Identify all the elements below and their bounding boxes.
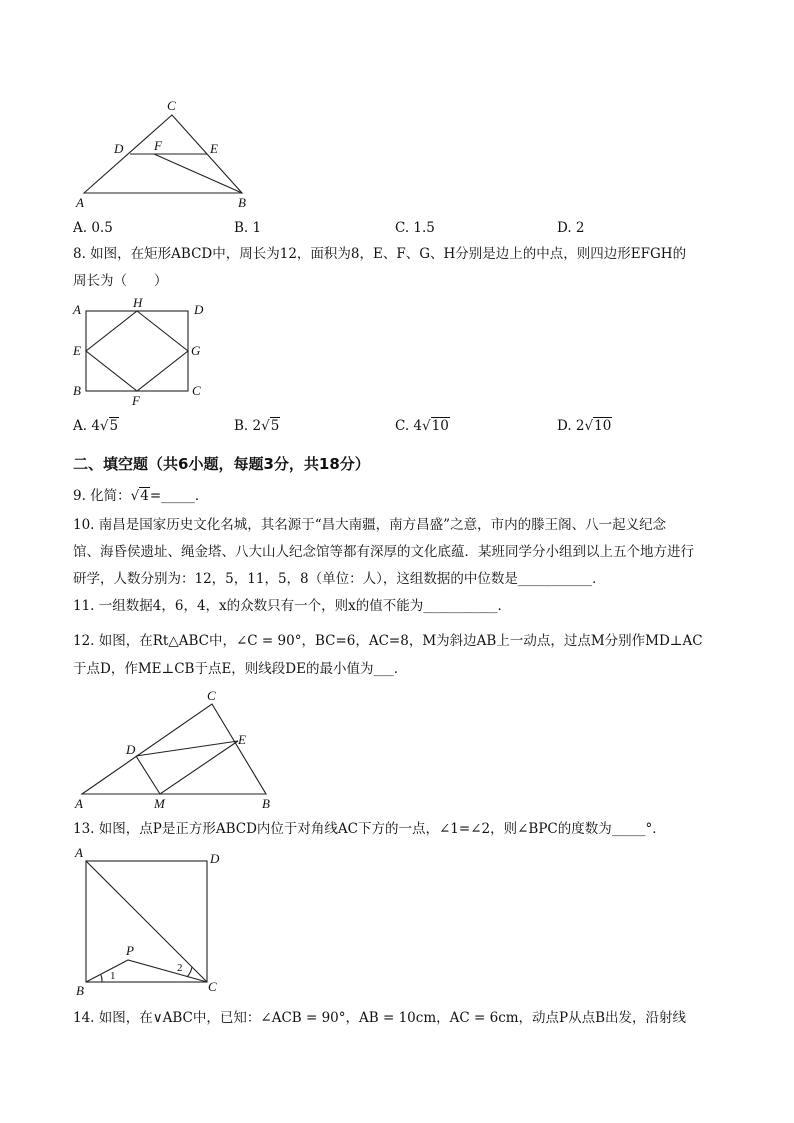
q8-option-c-radicand: 10 [431, 418, 449, 434]
rectangle-abcd [86, 311, 188, 391]
diagonal-ac [86, 861, 207, 982]
q12-triangle-figure [70, 686, 285, 811]
label-c: C [167, 98, 176, 113]
q14-text: 14. 如图，在∨ABC中，已知：∠ACB = 90°，AB = 10cm，AC = 6cm，动点P从点B出发，沿射线 [73, 1010, 687, 1026]
q8-text-line1: 8. 如图，在矩形ABCD中，周长为12，面积为8，E、F、G、H分别是边上的中点，则四边形EFGH的 [73, 246, 687, 262]
q10-text-line3: 研学，人数分别为：12，5，11，5，8（单位：人），这组数据的中位数是___________． [73, 571, 606, 587]
q11-text: 11. 一组数据4，6，4，x的众数只有一个，则x的值不能为___________． [73, 598, 512, 614]
label-d: D [126, 742, 136, 757]
label-f: F [132, 393, 140, 408]
q7-option-c: C. 1.5 [395, 220, 435, 236]
label-b: B [73, 383, 81, 398]
angle-1-arc [101, 975, 102, 982]
q8-option-c: C. 4√10 [395, 418, 449, 434]
angle-2-arc [187, 967, 192, 977]
label-a: A [76, 195, 84, 210]
q12-text-line1: 12. 如图，在Rt△ABC中，∠C = 90°，BC=6，AC=8，M为斜边AB上一动点，过点M分别作MD⊥AC [73, 633, 703, 649]
q8-option-b-radicand: 5 [270, 418, 280, 434]
label-d: D [114, 141, 124, 156]
label-c: C [208, 979, 217, 994]
q8-rectangle-figure [70, 296, 215, 408]
q9-suffix: =_____． [149, 488, 209, 504]
q9-radicand: 4 [140, 488, 149, 504]
label-d: D [210, 851, 220, 866]
label-d: D [194, 302, 204, 317]
q8-option-a: A. 4√5 [73, 418, 119, 434]
rectangle-dmec [136, 741, 238, 794]
q7-option-a: A. 0.5 [73, 220, 113, 236]
q7-option-b: B. 1 [234, 220, 262, 236]
q7-triangle-figure [70, 95, 270, 213]
label-b: B [76, 983, 84, 998]
triangle-abc [82, 704, 266, 794]
label-e: E [73, 343, 81, 358]
label-p: P [126, 943, 134, 958]
label-a: A [75, 796, 83, 811]
label-e: E [210, 141, 218, 156]
label-a: A [73, 302, 81, 317]
label-b: B [238, 195, 246, 210]
label-a: A [75, 845, 83, 860]
label-c: C [207, 688, 216, 703]
q9-text: 9. 化简：√4=_____． [73, 488, 209, 504]
q13-text: 13. 如图，点P是正方形ABCD内位于对角线AC下方的一点，∠1=∠2，则∠BPC的度数为_____°． [73, 821, 666, 837]
q8-option-a-radicand: 5 [109, 418, 119, 434]
label-m: M [154, 796, 165, 811]
segment-fb [154, 154, 242, 193]
label-h: H [133, 295, 143, 310]
q12-text-line2: 于点D，作ME⊥CB于点E，则线段DE的最小值为___． [73, 661, 408, 677]
label-b: B [262, 796, 270, 811]
label-f: F [154, 138, 162, 153]
q8-option-d: D. 2√10 [557, 418, 612, 434]
q8-option-b-prefix: B. 2 [234, 418, 262, 434]
label-g: G [191, 343, 201, 358]
q8-option-b: B. 2√5 [234, 418, 280, 434]
q8-option-d-prefix: D. 2 [557, 418, 585, 434]
section-heading-fill-in: 二、填空题（共6小题，每题3分，共18分） [73, 455, 370, 473]
q13-square-figure [70, 845, 230, 997]
label-angle-2: 2 [177, 962, 183, 974]
q8-option-d-radicand: 10 [594, 418, 612, 434]
label-e: E [238, 732, 246, 747]
q10-text-line2: 馆、海昏侯遗址、绳金塔、八大山人纪念馆等都有深厚的文化底蕴．某班同学分小组到以上五个地方进行 [73, 544, 694, 560]
q8-option-c-prefix: C. 4 [395, 418, 423, 434]
label-angle-1: 1 [110, 970, 116, 982]
label-c: C [192, 383, 201, 398]
q9-prefix: 9. 化简： [73, 488, 131, 504]
rhombus-efgh [86, 311, 188, 391]
q8-text-line2: 周长为（ ） [73, 273, 168, 289]
q10-text-line1: 10. 南昌是国家历史文化名城，其名源于“昌大南疆，南方昌盛”之意，市内的滕王阁、八一起义纪念 [73, 517, 667, 533]
q8-option-a-prefix: A. 4 [73, 418, 100, 434]
q7-option-d: D. 2 [557, 220, 585, 236]
